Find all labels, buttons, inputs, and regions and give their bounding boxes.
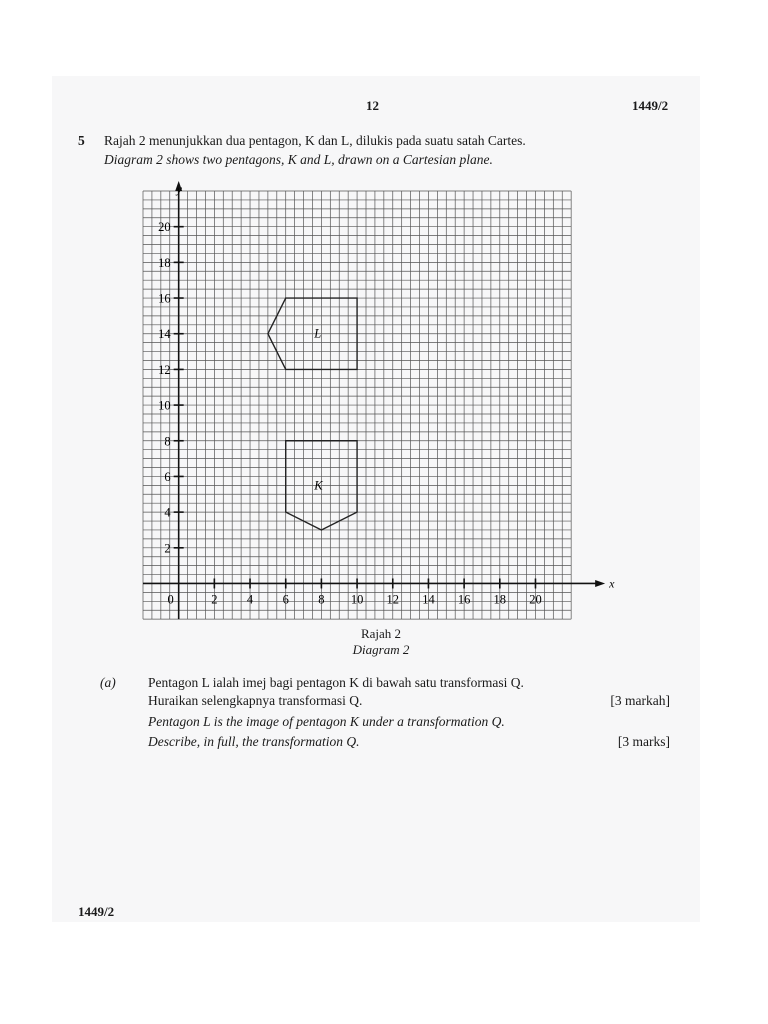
y-tick-label: 10: [158, 398, 171, 413]
question-number: 5: [78, 133, 85, 148]
part-a-label: (a): [100, 675, 116, 690]
x-tick-label: 8: [318, 592, 325, 607]
pentagon-l-label: L: [314, 326, 322, 341]
question-intro-malay: Rajah 2 menunjukkan dua pentagon, K dan L, dilukis pada suatu satah Cartes.: [104, 133, 526, 148]
figure-caption-english: Diagram 2: [352, 642, 410, 657]
x-tick-label: 2: [211, 592, 218, 607]
part-a-line1-malay: Pentagon L ialah imej bagi pentagon K di bawah satu transformasi Q.: [148, 675, 524, 690]
y-axis-label: y: [176, 182, 183, 196]
cartesian-grid-diagram: [110, 181, 615, 621]
x-tick-label: 0: [167, 592, 174, 607]
paper-code-footer: 1449/2: [78, 904, 115, 919]
x-tick-label: 12: [386, 592, 400, 607]
y-tick-label: 14: [158, 327, 171, 342]
x-axis-label: x: [609, 576, 615, 591]
y-tick-label: 2: [164, 541, 171, 556]
y-tick-label: 16: [158, 291, 171, 306]
question-intro-english: Diagram 2 shows two pentagons, K and L, drawn on a Cartesian plane.: [104, 152, 493, 167]
figure-caption-malay: Rajah 2: [360, 626, 402, 641]
y-tick-label: 8: [164, 434, 171, 449]
y-tick-label: 4: [164, 505, 171, 520]
x-tick-label: 4: [246, 592, 254, 607]
y-tick-label: 6: [164, 469, 171, 484]
y-tick-label: 12: [158, 362, 171, 377]
x-tick-label: 20: [529, 592, 542, 607]
part-a-line2-malay: Huraikan selengkapnya transformasi Q.: [148, 693, 363, 708]
x-tick-label: 14: [422, 592, 435, 607]
part-a-line2-english: Describe, in full, the transformation Q.: [148, 734, 360, 749]
tick-labels: [158, 220, 542, 606]
part-a-marks-english: [3 marks]: [617, 734, 670, 749]
x-axis-arrow: [595, 580, 605, 587]
part-a-line1-english: Pentagon L is the image of pentagon K under a transformation Q.: [148, 714, 505, 729]
x-tick-label: 6: [282, 592, 289, 607]
y-tick-label: 20: [158, 220, 171, 235]
page-number: 12: [366, 98, 379, 113]
x-tick-label: 10: [350, 592, 364, 607]
axis-ticks: [174, 227, 536, 589]
x-tick-label: 16: [457, 592, 471, 607]
pentagon-k-label: K: [314, 478, 323, 493]
x-tick-label: 18: [493, 592, 507, 607]
part-a-marks-malay: [3 markah]: [610, 693, 670, 708]
grid-lines: [143, 191, 571, 619]
y-tick-label: 18: [158, 255, 171, 270]
paper-code-header: 1449/2: [632, 98, 669, 113]
